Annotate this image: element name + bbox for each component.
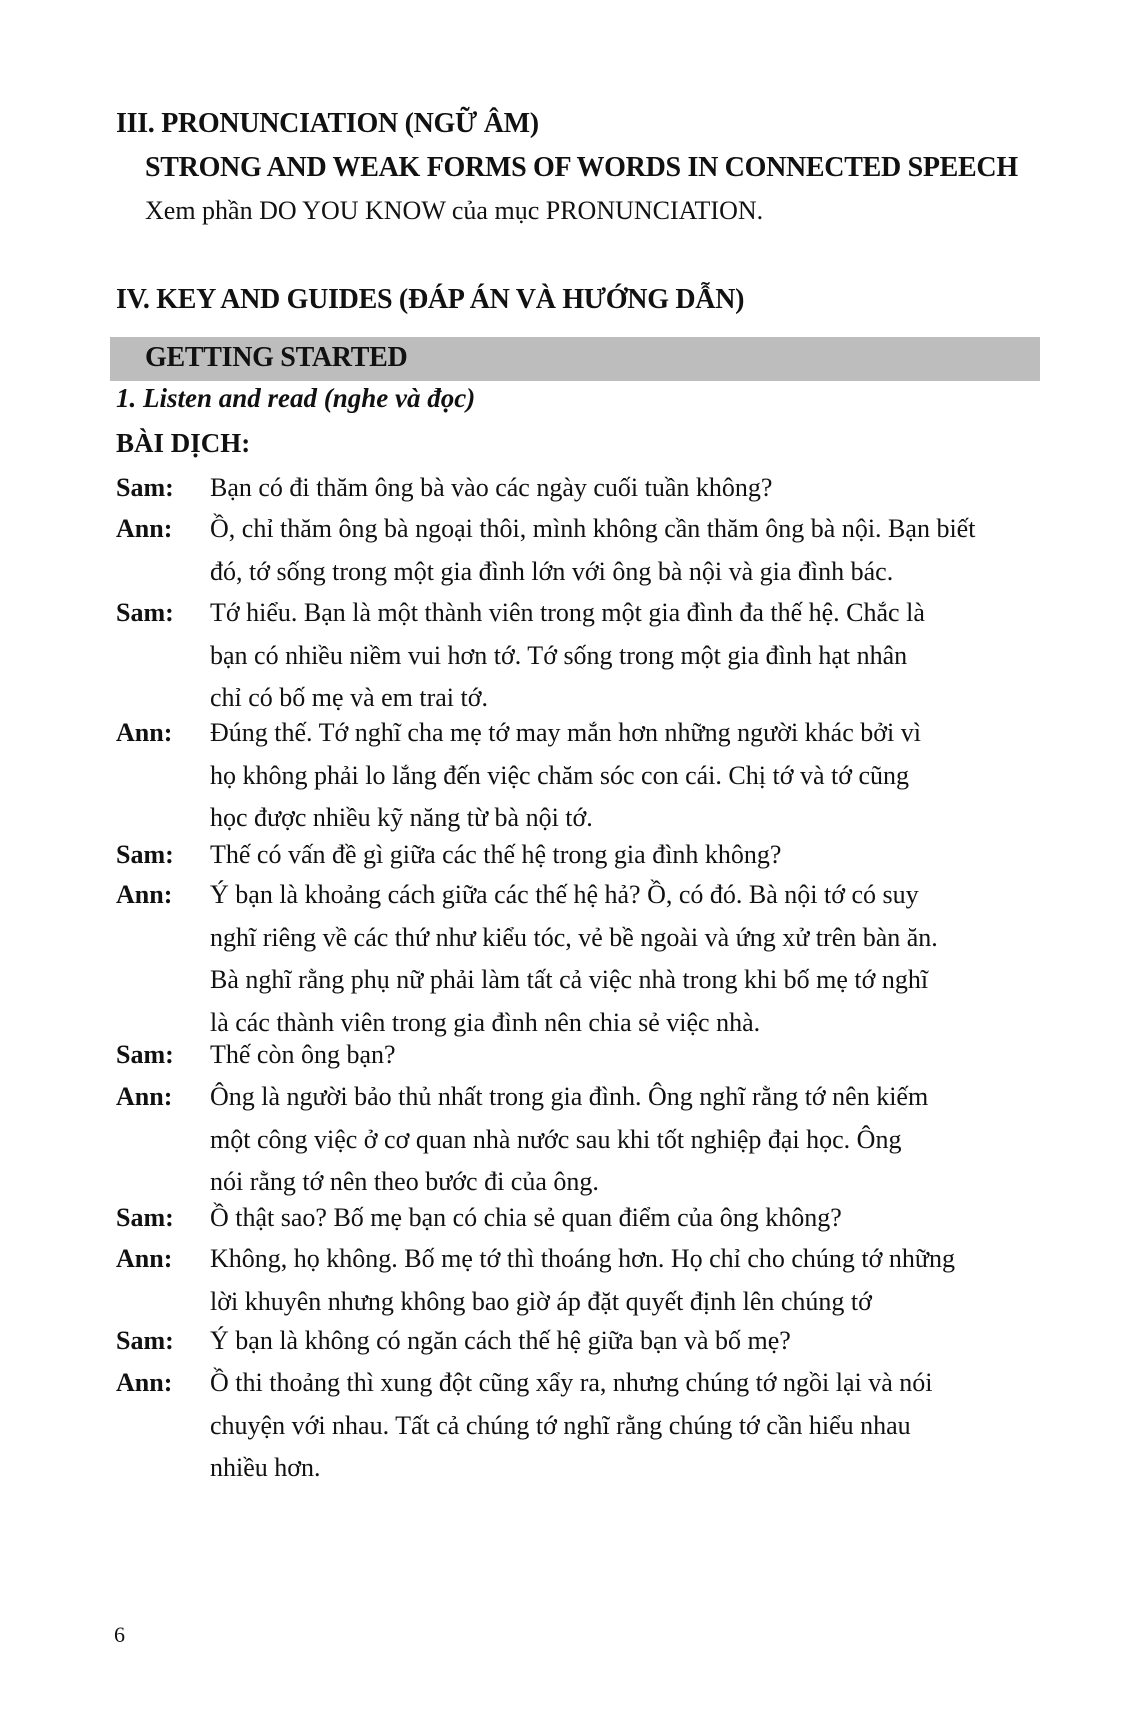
dialogue-line: Ồ, chỉ thăm ông bà ngoại thôi, mình không cần thăm ông bà nội. Bạn biết [210, 514, 976, 543]
dialogue-text [210, 1244, 955, 1329]
dialogue-text [210, 514, 975, 599]
dialogue-line: Ồ thật sao? Bố mẹ bạn có chia sẻ quan điểm của ông không? [210, 1203, 842, 1232]
speaker-label: Ann: [116, 514, 173, 543]
dialogue-line: nhiều hơn. [210, 1453, 321, 1482]
dialogue-line: đó, tớ sống trong một gia đình lớn với ông bà nội và gia đình bác. [210, 556, 894, 586]
speaker-label: Sam: [116, 840, 174, 869]
speaker-label: Ann: [116, 1244, 173, 1273]
dialogue-line: học được nhiều kỹ năng từ bà nội tớ. [210, 803, 593, 832]
dialogue-line: chuyện với nhau. Tất cả chúng tớ nghĩ rằng chúng tớ cần hiểu nhau [210, 1410, 911, 1440]
dialogue-line: Bà nghĩ rằng phụ nữ phải làm tất cả việc nhà trong khi bố mẹ tớ nghĩ [210, 965, 929, 994]
subheading-strong-weak-forms: STRONG AND WEAK FORMS OF WORDS IN CONNECTED SPEECH [145, 152, 1018, 183]
dialogue-text [210, 473, 772, 516]
dialogue-line: Tớ hiểu. Bạn là một thành viên trong một gia đình đa thế hệ. Chắc là [210, 598, 925, 627]
dialogue-line: Ý bạn là khoảng cách giữa các thế hệ hả? Ồ, có đó. Bà nội tớ có suy [210, 880, 919, 909]
dialogue-line: Đúng thế. Tớ nghĩ cha mẹ tớ may mắn hơn những người khác bởi vì [210, 718, 921, 747]
speaker-label: Sam: [116, 1326, 174, 1355]
dialogue-line: Ồ thi thoảng thì xung đột cũng xẩy ra, nhưng chúng tớ ngồi lại và nói [210, 1368, 933, 1397]
section-heading-pronunciation: III. PRONUNCIATION (NGỮ ÂM) [116, 108, 539, 139]
speaker-label: Sam: [116, 598, 174, 627]
translation-label: BÀI DỊCH: [116, 428, 251, 458]
dialogue-line: chỉ có bố mẹ và em trai tớ. [210, 683, 488, 712]
pronunciation-note: Xem phần DO YOU KNOW của mục PRONUNCIATION. [145, 196, 764, 225]
dialogue-text [210, 1368, 933, 1496]
dialogue-line: họ không phải lo lắng đến việc chăm sóc con cái. Chị tớ và tớ cũng [210, 760, 909, 790]
speaker-label: Ann: [116, 718, 173, 747]
page-number: 6 [114, 1622, 125, 1647]
dialogue-text [210, 718, 921, 846]
speaker-label: Sam: [116, 473, 174, 502]
exercise-title: 1. Listen and read (nghe và đọc) [116, 383, 476, 413]
dialogue-text [210, 840, 781, 883]
speaker-label: Ann: [116, 1082, 173, 1111]
dialogue-line: Ý bạn là không có ngăn cách thế hệ giữa bạn và bố mẹ? [210, 1326, 791, 1355]
dialogue-text [210, 1082, 928, 1210]
section-heading-key-and-guides: IV. KEY AND GUIDES (ĐÁP ÁN VÀ HƯỚNG DẪN) [116, 284, 745, 315]
speaker-label: Sam: [116, 1203, 174, 1232]
dialogue-text [210, 1326, 791, 1369]
dialogue-line: Thế còn ông bạn? [210, 1040, 396, 1069]
dialogue-text [210, 598, 925, 726]
dialogue-text [210, 1203, 842, 1246]
dialogue-text [210, 1040, 396, 1083]
speaker-label: Ann: [116, 1368, 173, 1397]
dialogue-line: nghĩ riêng về các thứ như kiểu tóc, vẻ bề ngoài và ứng xử trên bàn ăn. [210, 922, 938, 952]
speaker-label: Sam: [116, 1040, 174, 1069]
dialogue-line: lời khuyên nhưng không bao giờ áp đặt quyết định lên chúng tớ [210, 1286, 872, 1316]
speaker-label: Ann: [116, 880, 173, 909]
dialogue-line: một công việc ở cơ quan nhà nước sau khi tốt nghiệp đại học. Ông [210, 1124, 902, 1154]
dialogue-line: Ông là người bảo thủ nhất trong gia đình. Ông nghĩ rằng tớ nên kiếm [210, 1082, 929, 1111]
dialogue-line: Bạn có đi thăm ông bà vào các ngày cuối tuần không? [210, 473, 773, 502]
dialogue-line: bạn có nhiều niềm vui hơn tớ. Tớ sống trong một gia đình hạt nhân [210, 640, 908, 670]
getting-started-label: GETTING STARTED [145, 342, 408, 373]
dialogue-line: là các thành viên trong gia đình nên chia sẻ việc nhà. [210, 1007, 761, 1037]
dialogue-line: nói rằng tớ nên theo bước đi của ông. [210, 1167, 599, 1196]
dialogue-text [210, 880, 938, 1050]
dialogue-line: Không, họ không. Bố mẹ tớ thì thoáng hơn. Họ chỉ cho chúng tớ những [210, 1244, 955, 1273]
getting-started-band [110, 337, 1040, 381]
dialogue-line: Thế có vấn đề gì giữa các thế hệ trong gia đình không? [210, 840, 782, 869]
